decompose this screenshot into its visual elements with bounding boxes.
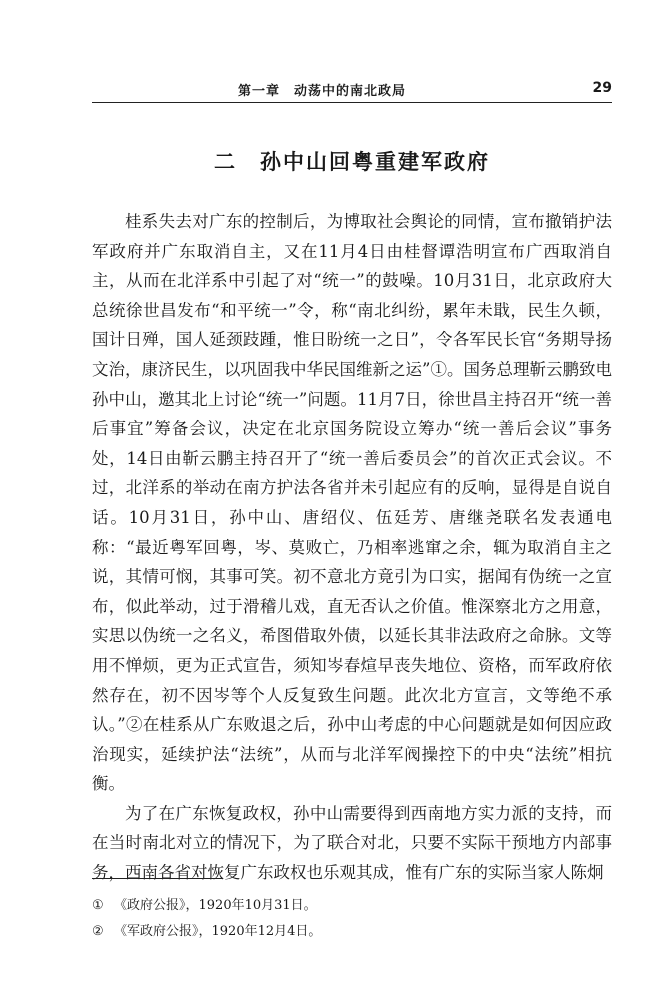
footnote	[92, 919, 612, 945]
paragraph: 桂系失去对广东的控制后，为博取社会舆论的同情，宣布撤销护法军政府并广东取消自主，又在11月4日由桂督谭浩明宣布广西取消自主，从而在北洋系中引起了对“统一”的鼓噪。10月31日，北京政府大总统徐世昌发布“和平统一”令，称“南北纠纷，累年未戢，民生久顿，国计日殚，国人延颈跂踵，惟日盼统一之日”，令各军民长官“务期导扬文治，康济民生，以巩固我中华民国维新之运”①。国务总理靳云鹏致电孙中山，邀其北上讨论“统一”问题。11月7日，徐世昌主持召开“统一善后事宜”筹备会议，决定在北京国务院设立筹办“统一善后会议”事务处，14日由靳云鹏主持召开了“统一善后委员会”的首次正式会议。不过，北洋系的举动在南方护法各省并未引起应有的反响，显得是自说自话。10月31日，孙中山、唐绍仪、伍廷芳、唐继尧联名发表通电称：“最近粤军回粤，岑、莫败亡，乃相率逃窜之余，辄为取消自主之说，其情可悯，其事可笑。初不意北方竟引为口实，据闻有伪统一之宣布，似此举动，过于滑稽儿戏，直无否认之价值。惟深察北方之用意，实思以伪统一之名义，希图借取外债，以延长其非法政府之命脉。文等用不惮烦，更为正式宣告，须知岑春煊早丧失地位、资格，而军政府依然存在，初不因岑等个人反复致生问题。此次北方宣言，文等绝不承认。”②在桂系从广东败退之后，孙中山考虑的中心问题就是如何因应政治现实，延续护法“法统”，从而与北洋军阀操控下的中央“法统”相抗衡。	[92, 212, 612, 794]
chapter-title: 第一章 动荡中的南北政局	[237, 84, 406, 99]
footnote-mark: ②	[92, 924, 104, 939]
paragraph: 为了在广东恢复政权，孙中山需要得到西南地方实力派的支持，而在当时南北对立的情况下，为了联合对北，只要不实际干预地方内部事务，西南各省对恢复广东政权也乐观其成，惟有广东的实际当家人陈炯	[92, 803, 612, 883]
footnote	[92, 893, 612, 919]
page-number: 29	[592, 80, 612, 96]
footnote-divider	[92, 878, 222, 879]
running-head	[92, 80, 612, 103]
body-text	[92, 207, 612, 888]
footnote-mark: ①	[92, 898, 104, 913]
footnotes	[92, 893, 612, 945]
footnote-text: 《军政府公报》，1920年12月4日。	[114, 924, 322, 939]
section-title: 二 孙中山回粤重建军政府	[214, 150, 490, 174]
footnote-text: 《政府公报》，1920年10月31日。	[114, 898, 317, 913]
